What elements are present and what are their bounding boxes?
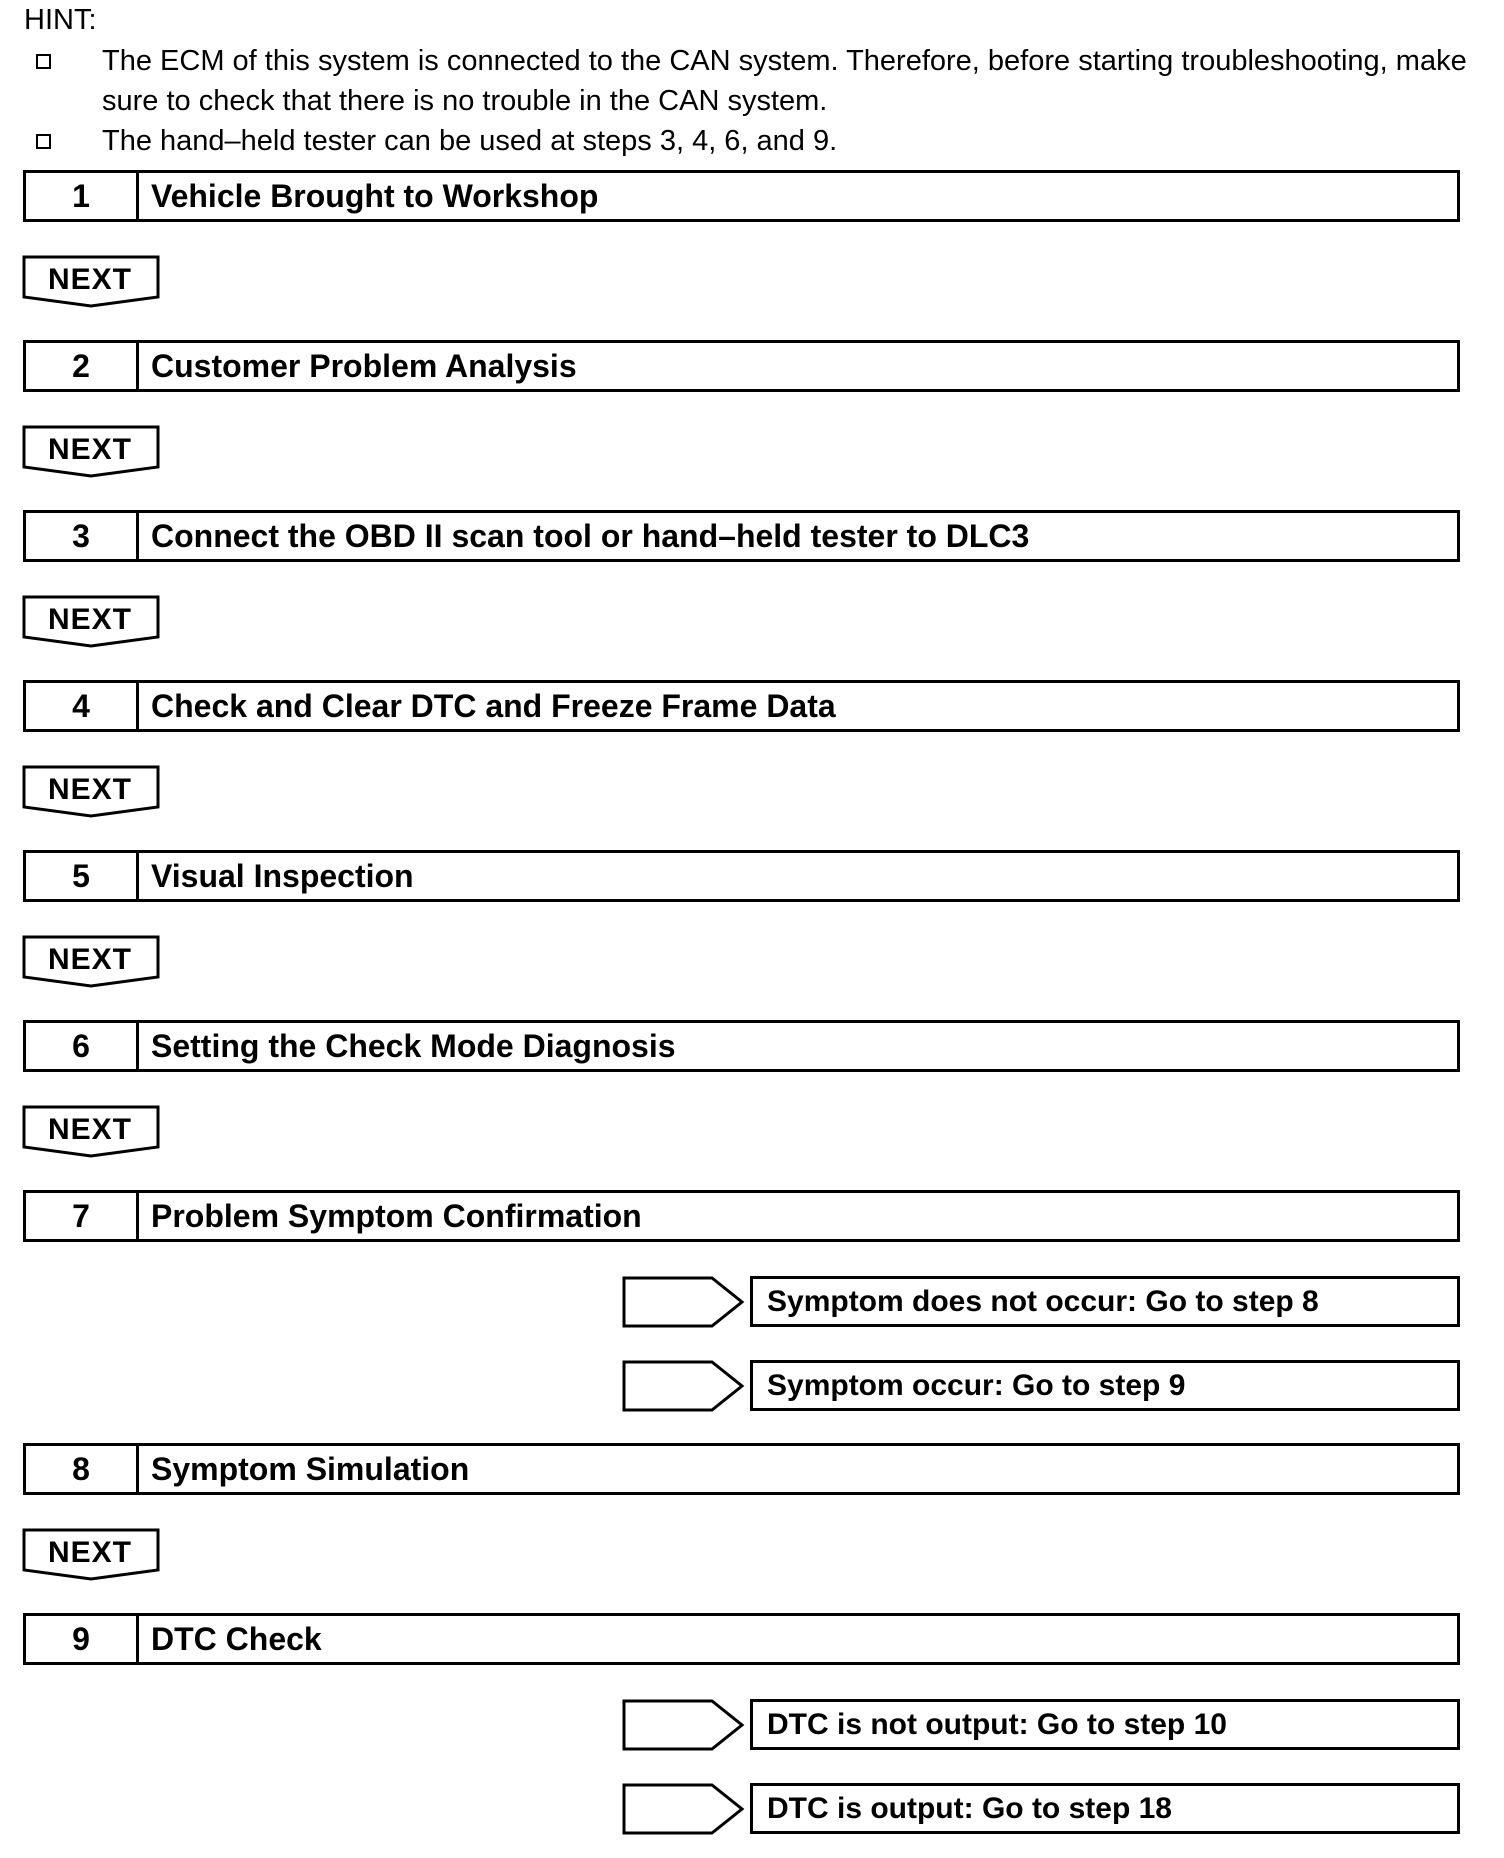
branch-result: DTC is output: Go to step 18 (750, 1783, 1460, 1834)
step-number: 3 (26, 513, 139, 559)
branch-result: DTC is not output: Go to step 10 (750, 1699, 1460, 1750)
branch-step-7-b (622, 1360, 1464, 1412)
step-title: Problem Symptom Confirmation (151, 1198, 642, 1234)
step-number: 8 (26, 1446, 139, 1492)
step-number: 1 (26, 173, 139, 219)
step-title: Connect the OBD II scan tool or hand–held tester to DLC3 (151, 518, 1030, 554)
step-8-box (23, 1443, 1460, 1495)
branch-result: Symptom occur: Go to step 9 (750, 1360, 1460, 1411)
branch-result: Symptom does not occur: Go to step 8 (750, 1276, 1460, 1327)
step-title: Customer Problem Analysis (151, 348, 577, 384)
next-label: NEXT (47, 773, 132, 806)
next-label: NEXT (47, 1113, 132, 1146)
step-6-box (23, 1020, 1460, 1072)
next-label: NEXT (47, 943, 132, 976)
branch-arrow-icon (622, 1360, 752, 1412)
step-number: 9 (26, 1616, 139, 1662)
next-arrow (22, 425, 162, 479)
hint-text: The hand–held tester can be used at steps 3, 4, 6, and 9. (102, 125, 838, 157)
hint-title: HINT: (24, 4, 97, 36)
hint-text: The ECM of this system is connected to the CAN system. Therefore, before starting troubleshooting, make sure to check that there is no trouble in the CAN system. (102, 45, 1467, 117)
checkbox-bullet-icon (36, 134, 51, 149)
branch-step-9-a (622, 1699, 1464, 1751)
next-label: NEXT (47, 1536, 132, 1569)
branch-step-9-b (622, 1783, 1464, 1835)
next-arrow (22, 1528, 162, 1582)
step-2-box (23, 340, 1460, 392)
step-1-box (23, 170, 1460, 222)
next-arrow (22, 595, 162, 649)
branch-step-7-a (622, 1276, 1464, 1328)
step-number: 2 (26, 343, 139, 389)
step-9-box (23, 1613, 1460, 1665)
branch-arrow-icon (622, 1699, 752, 1751)
next-arrow (22, 765, 162, 819)
step-title: DTC Check (151, 1621, 322, 1657)
step-title: Check and Clear DTC and Freeze Frame Data (151, 688, 836, 724)
branch-arrow-icon (622, 1783, 752, 1835)
next-arrow (22, 255, 162, 309)
step-title: Vehicle Brought to Workshop (151, 178, 599, 214)
step-7-box (23, 1190, 1460, 1242)
checkbox-bullet-icon (36, 54, 51, 69)
step-title: Symptom Simulation (151, 1451, 470, 1487)
next-label: NEXT (47, 603, 132, 636)
next-label: NEXT (47, 433, 132, 466)
next-label: NEXT (47, 263, 132, 296)
next-arrow (22, 935, 162, 989)
step-3-box (23, 510, 1460, 562)
step-5-box (23, 850, 1460, 902)
step-title: Setting the Check Mode Diagnosis (151, 1028, 676, 1064)
step-number: 5 (26, 853, 139, 899)
step-number: 6 (26, 1023, 139, 1069)
next-arrow (22, 1105, 162, 1159)
step-number: 7 (26, 1193, 139, 1239)
step-4-box (23, 680, 1460, 732)
step-number: 4 (26, 683, 139, 729)
branch-arrow-icon (622, 1276, 752, 1328)
step-title: Visual Inspection (151, 858, 414, 894)
